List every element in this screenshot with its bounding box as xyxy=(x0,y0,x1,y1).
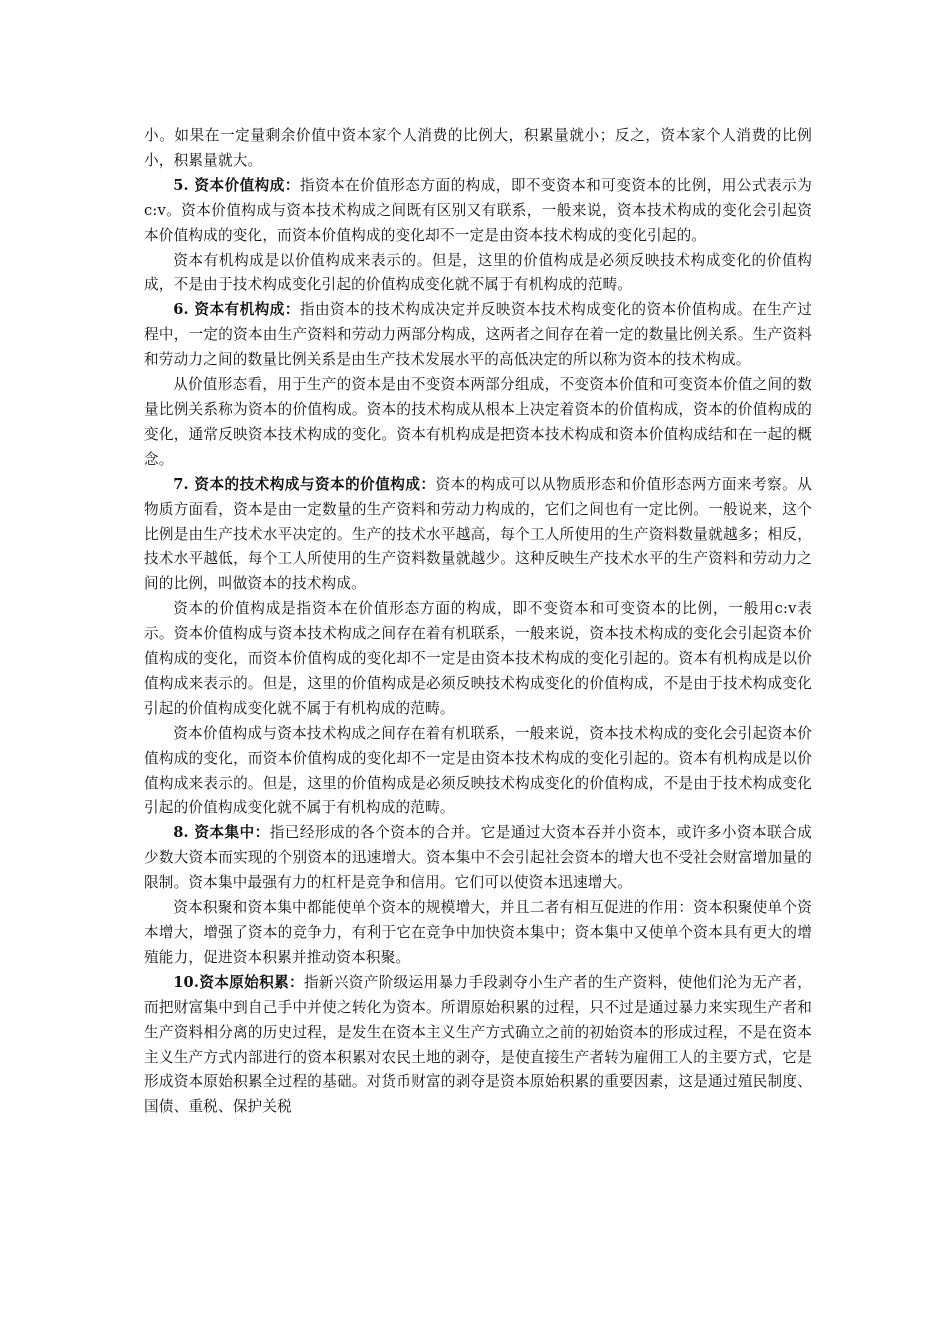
paragraph-2 xyxy=(144,174,812,249)
document-page xyxy=(144,124,812,1120)
paragraph-11 xyxy=(144,971,812,1120)
paragraph-11-text: 指新兴资产阶级运用暴力手段剥夺小生产者的生产资料，使他们沦为无产者，而把财富集中到自己手中并使之转化为资本。所谓原始积累的过程，只不过是通过暴力来实现生产者和生产资料相分离的历史过程，是发生在资本主义生产方式确立之前的初始资本的形成过程，不是在资本主义生产方式内部进行的资本积累对农民土地的剥夺，是使直接生产者转为雇佣工人的主要方式，它是形成资本原始积累全过程的基础。对货币财富的剥夺是资本原始积累的重要因素，这是通过殖民制度、国债、重税、保护关税 xyxy=(144,973,813,1116)
paragraph-7 xyxy=(144,597,812,722)
paragraph-8 xyxy=(144,722,812,822)
paragraph-10 xyxy=(144,896,812,971)
paragraph-2-term: 5. 资本价值构成： xyxy=(173,176,300,194)
paragraph-4-term: 6. 资本有机构成： xyxy=(173,301,300,319)
paragraph-8-text: 资本价值构成与资本技术构成之间存在着有机联系，一般来说，资本技术构成的变化会引起资本价值构成的变化，而资本价值构成的变化却不一定是由资本技术构成的变化引起的。资本有机构成是以价值构成来表示的。但是，这里的价值构成是必须反映技术构成变化的价值构成，不是由于技术构成变化引起的价值构成变化就不属于有机构成的范畴。 xyxy=(144,724,812,817)
paragraph-4-text: 指由资本的技术构成决定并反映资本技术构成变化的资本价值构成。在生产过程中，一定的资本由生产资料和劳动力两部分构成，这两者之间存在着一定的数量比例关系。生产资料和劳动力之间的数量比例关系是由生产技术发展水平的高低决定的所以称为资本的技术构成。 xyxy=(144,301,812,369)
paragraph-9 xyxy=(144,821,812,896)
paragraph-6-term: 7. 资本的技术构成与资本的价值构成： xyxy=(173,475,436,493)
paragraph-1-text: 小。如果在一定量剩余价值中资本家个人消费的比例大，积累量就小；反之，资本家个人消费的比例小，积累量就大。 xyxy=(144,127,812,169)
paragraph-9-term: 8. 资本集中： xyxy=(173,824,270,842)
paragraph-5-text: 从价值形态看，用于生产的资本是由不变资本两部分组成，不变资本价值和可变资本价值之间的数量比例关系称为资本的价值构成。资本的技术构成从根本上决定着资本的价值构成，资本的价值构成的变化，通常反映资本技术构成的变化。资本有机构成是把资本技术构成和资本价值构成结和在一起的概念。 xyxy=(144,376,812,468)
paragraph-7-text: 资本的价值构成是指资本在价值形态方面的构成，即不变资本和可变资本的比例，一般用c:v表示。资本价值构成与资本技术构成之间存在着有机联系，一般来说，资本技术构成的变化会引起资本价值构成的变化，而资本价值构成的变化却不一定是由资本技术构成的变化引起的。资本有机构成是以价值构成来表示的。但是，这里的价值构成是必须反映技术构成变化的价值构成，不是由于技术构成变化引起的价值构成变化就不属于有机构成的范畴。 xyxy=(144,600,812,717)
paragraph-9-text: 指已经形成的各个资本的合并。它是通过大资本吞并小资本，或许多小资本联合成少数大资本而实现的个别资本的迅速增大。资本集中不会引起社会资本的增大也不受社会财富增加量的限制。资本集中最强有力的杠杆是竞争和信用。它们可以使资本迅速增大。 xyxy=(144,824,812,892)
paragraph-11-term: 10.资本原始积累： xyxy=(173,973,304,991)
paragraph-4 xyxy=(144,298,812,373)
paragraph-1 xyxy=(144,124,812,174)
paragraph-3 xyxy=(144,249,812,299)
paragraph-2-text: 指资本在价值形态方面的构成，即不变资本和可变资本的比例，用公式表示为c:v。资本价值构成与资本技术构成之间既有区别又有联系，一般来说，资本技术构成的变化会引起资本价值构成的变化，而资本价值构成的变化却不一定是由资本技术构成的变化引起的。 xyxy=(144,176,812,244)
paragraph-6 xyxy=(144,473,812,598)
paragraph-10-text: 资本积聚和资本集中都能使单个资本的规模增大，并且二者有相互促进的作用：资本积聚使单个资本增大，增强了资本的竞争力，有利于它在竞争中加快资本集中；资本集中又使单个资本具有更大的增殖能力，促进资本积累并推动资本积聚。 xyxy=(144,899,812,966)
paragraph-5 xyxy=(144,373,812,473)
paragraph-3-text: 资本有机构成是以价值构成来表示的。但是，这里的价值构成是必须反映技术构成变化的价值构成，不是由于技术构成变化引起的价值构成变化就不属于有机构成的范畴。 xyxy=(144,251,812,294)
paragraph-6-text: 资本的构成可以从物质形态和价值形态两方面来考察。从物质方面看，资本是由一定数量的生产资料和劳动力构成的，它们之间也有一定比例。一般说来，这个比例是由生产技术水平决定的。生产的技术水平越高，每个工人所使用的生产资料数量就越多；相反，技术水平越低，每个工人所使用的生产资料数量就越少。这种反映生产技术水平的生产资料和劳动力之间的比例，叫做资本的技术构成。 xyxy=(144,475,812,593)
